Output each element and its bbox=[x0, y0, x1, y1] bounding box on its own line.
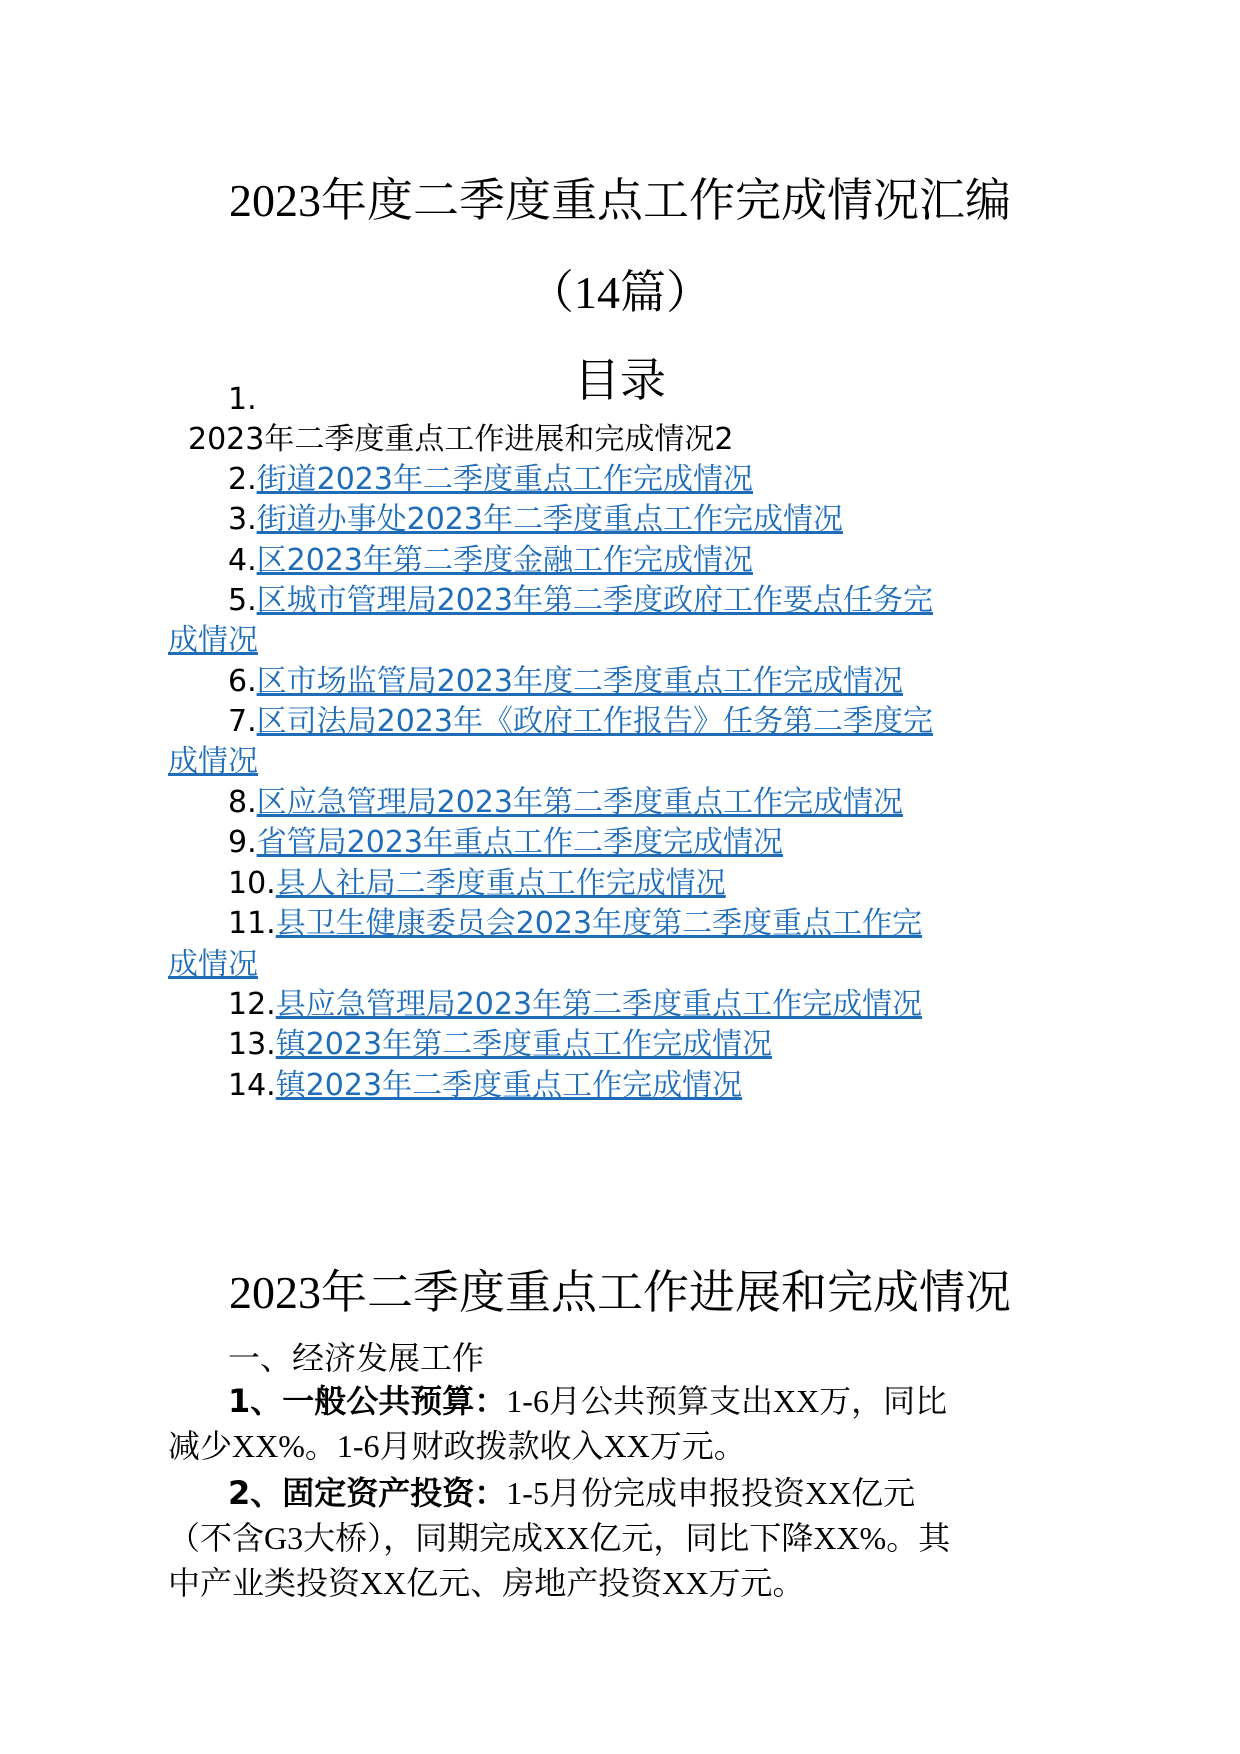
toc-link[interactable]: 街道2023年二季度重点工作完成情况 bbox=[256, 462, 753, 497]
toc-link[interactable]: 县卫生健康委员会2023年度第二季度重点工作完 bbox=[275, 906, 923, 941]
paragraph-2-label: 2、固定资产投资： bbox=[228, 1474, 507, 1512]
paragraph-2-text: 1-5月份完成申报投资XX亿元 bbox=[506, 1475, 916, 1511]
subtitle-text: 篇） bbox=[620, 265, 712, 319]
paragraph-1-line-1 bbox=[228, 1379, 947, 1423]
paragraph-2-line-2 bbox=[168, 1516, 950, 1560]
document-subtitle bbox=[0, 262, 1240, 323]
toc-link[interactable]: 区城市管理局2023年第二季度政府工作要点任务完 bbox=[256, 583, 933, 618]
toc-index: 9. bbox=[228, 825, 257, 860]
paragraph-1-label: 1、一般公共预算： bbox=[228, 1382, 507, 1420]
toc-item-text: 2023年二季度重点工作进展和完成情况2 bbox=[188, 422, 734, 457]
paragraph-2-line-3 bbox=[168, 1561, 804, 1605]
toc-heading: 目录 bbox=[574, 353, 666, 407]
toc-item-7-cont[interactable] bbox=[168, 742, 258, 782]
paragraph-2-text-cont-2: 中产业类投资XX亿元、房地产投资XX万元。 bbox=[168, 1565, 805, 1601]
toc-item-10[interactable] bbox=[228, 864, 726, 904]
toc-index: 1. bbox=[228, 382, 257, 417]
toc-index: 12. bbox=[228, 987, 276, 1022]
toc-item-4[interactable] bbox=[228, 541, 753, 581]
paragraph-1-line-2 bbox=[168, 1424, 746, 1468]
toc-item-5[interactable] bbox=[228, 581, 933, 621]
toc-item-3[interactable] bbox=[228, 500, 843, 540]
toc-index: 11. bbox=[228, 906, 276, 941]
section-title bbox=[0, 1262, 1240, 1323]
toc-link[interactable]: 镇2023年第二季度重点工作完成情况 bbox=[275, 1027, 773, 1062]
toc-link[interactable]: 县人社局二季度重点工作完成情况 bbox=[275, 866, 726, 901]
toc-item-8[interactable] bbox=[228, 783, 903, 823]
toc-link-cont[interactable]: 成情况 bbox=[168, 947, 258, 982]
subtitle-open-paren: （ bbox=[528, 265, 574, 319]
toc-item-5-cont[interactable] bbox=[168, 621, 258, 661]
toc-index: 14. bbox=[228, 1068, 276, 1103]
toc-index: 7. bbox=[228, 704, 257, 739]
toc-item-6[interactable] bbox=[228, 662, 903, 702]
toc-index: 4. bbox=[228, 543, 257, 578]
toc-item-11-cont[interactable] bbox=[168, 945, 258, 985]
toc-item-11[interactable] bbox=[228, 904, 922, 944]
toc-item-7[interactable] bbox=[228, 702, 933, 742]
toc-item-14[interactable] bbox=[228, 1066, 742, 1106]
toc-item-9[interactable] bbox=[228, 823, 783, 863]
section-heading-1: 一、经济发展工作 bbox=[228, 1339, 485, 1377]
toc-link[interactable]: 省管局2023年重点工作二季度完成情况 bbox=[256, 825, 783, 860]
toc-link[interactable]: 镇2023年二季度重点工作完成情况 bbox=[275, 1068, 743, 1103]
section-title-text: 年二季度重点工作进展和完成情况 bbox=[321, 1265, 1011, 1319]
toc-index: 13. bbox=[228, 1027, 276, 1062]
toc-index: 10. bbox=[228, 866, 276, 901]
document-title-year: 2023 bbox=[229, 175, 321, 226]
toc-link[interactable]: 区2023年第二季度金融工作完成情况 bbox=[256, 543, 753, 578]
toc-index: 6. bbox=[228, 664, 257, 699]
toc-link[interactable]: 区市场监管局2023年度二季度重点工作完成情况 bbox=[256, 664, 903, 699]
toc-link-cont[interactable]: 成情况 bbox=[168, 623, 258, 658]
section-title-year: 2023 bbox=[229, 1267, 321, 1318]
subtitle-count: 14 bbox=[574, 267, 620, 318]
toc-link[interactable]: 区应急管理局2023年第二季度重点工作完成情况 bbox=[256, 785, 903, 820]
toc-link-cont[interactable]: 成情况 bbox=[168, 744, 258, 779]
toc-item-13[interactable] bbox=[228, 1025, 772, 1065]
paragraph-1-text: 1-6月公共预算支出XX万，同比 bbox=[506, 1383, 948, 1419]
toc-index: 8. bbox=[228, 785, 257, 820]
document-title bbox=[0, 170, 1240, 231]
paragraph-2-line-1 bbox=[228, 1471, 915, 1515]
paragraph-1-text-cont: 减少XX%。1-6月财政拨款收入XX万元。 bbox=[168, 1428, 746, 1464]
toc-link[interactable]: 区司法局2023年《政府工作报告》任务第二季度完 bbox=[256, 704, 933, 739]
document-title-text: 年度二季度重点工作完成情况汇编 bbox=[321, 173, 1011, 227]
toc-item-1[interactable] bbox=[188, 420, 733, 460]
toc-index: 2. bbox=[228, 462, 257, 497]
toc-index: 3. bbox=[228, 502, 257, 537]
toc-item-2[interactable] bbox=[228, 460, 753, 500]
toc-item-12[interactable] bbox=[228, 985, 922, 1025]
toc-link[interactable]: 街道办事处2023年二季度重点工作完成情况 bbox=[256, 502, 843, 537]
paragraph-2-text-cont: （不含G3大桥），同期完成XX亿元，同比下降XX%。其 bbox=[168, 1520, 951, 1556]
toc-item-1-index bbox=[228, 380, 257, 420]
toc-link[interactable]: 县应急管理局2023年第二季度重点工作完成情况 bbox=[275, 987, 923, 1022]
toc-index: 5. bbox=[228, 583, 257, 618]
